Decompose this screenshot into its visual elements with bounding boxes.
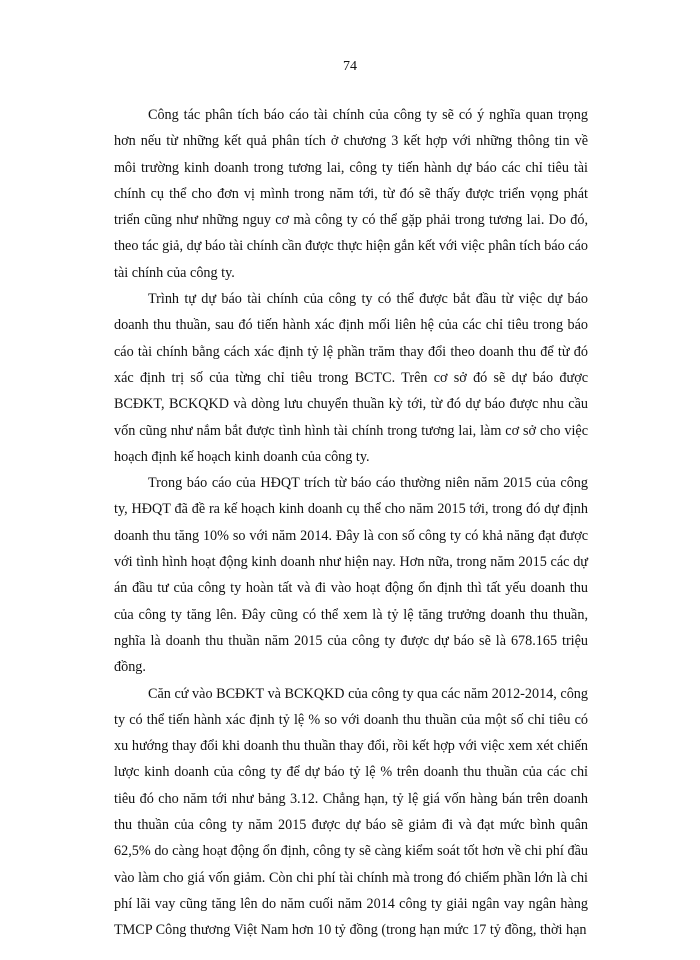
paragraph-1: Công tác phân tích báo cáo tài chính của công ty sẽ có ý nghĩa quan trọng hơn nếu từ những kết quả phân tích ở chương 3 kết hợp với những thông tin về môi trường kinh doanh trong tương lai, công ty tiến hành dự báo các chỉ tiêu tài chính cụ thể cho đơn vị mình trong năm tới, từ đó sẽ thấy được triển vọng phát triển cũng như những nguy cơ mà công ty có thể gặp phải trong tương lai. Do đó, theo tác giả, dự báo tài chính cần được thực hiện gắn kết với việc phân tích báo cáo tài chính của công ty.	[114, 107, 588, 281]
paragraph-4: Căn cứ vào BCĐKT và BCKQKD của công ty qua các năm 2012-2014, công ty có thể tiến hành xác định tỷ lệ % so với doanh thu thuần của một số chỉ tiêu có xu hướng thay đổi khi doanh thu thuần thay đổi, rồi kết hợp với việc xem xét chiến lược kinh doanh của công ty để dự báo tỷ lệ % trên doanh thu thuần của các chỉ tiêu đó cho năm tới như bảng 3.12. Chẳng hạn, tỷ lệ giá vốn hàng bán trên doanh thu thuần của công ty năm 2015 được dự báo sẽ giảm đi và đạt mức bình quân 62,5% do càng hoạt động ổn định, công ty sẽ càng kiểm soát tốt hơn về chi phí đầu vào làm cho giá vốn giảm. Còn chi phí tài chính mà trong đó chiếm phần lớn là chi phí lãi vay cũng tăng lên do năm cuối năm 2014 công ty giải ngân vay ngân hàng TMCP Công thương Việt Nam hơn 10 tỷ đồng (trong hạn mức 17 tỷ đồng, thời hạn	[114, 685, 588, 939]
paragraph-3: Trong báo cáo của HĐQT trích từ báo cáo thường niên năm 2015 của công ty, HĐQT đã đề ra kế hoạch kinh doanh cụ thể cho năm 2015 tới, trong đó dự định doanh thu tăng 10% so với năm 2014. Đây là con số công ty có khả năng đạt được với tình hình hoạt động kinh doanh như hiện nay. Hơn nữa, trong năm 2015 các dự án đầu tư của công ty hoàn tất và đi vào hoạt động ổn định thì tất yếu doanh thu của công ty tăng lên. Đây cũng có thể xem là tỷ lệ tăng trưởng doanh thu thuần, nghĩa là doanh thu thuần năm 2015 của công ty được dự báo sẽ là 678.165 triệu đồng.	[114, 475, 588, 676]
page-number: 74	[343, 59, 357, 74]
body-text	[114, 102, 588, 944]
paragraph-2: Trình tự dự báo tài chính của công ty có thể được bắt đầu từ việc dự báo doanh thu thuần, sau đó tiến hành xác định mối liên hệ của các chỉ tiêu trong báo cáo tài chính bằng cách xác định tỷ lệ phần trăm thay đổi theo doanh thu để từ đó xác định trị số của từng chỉ tiêu trong BCTC. Trên cơ sở đó sẽ dự báo được BCĐKT, BCKQKD và dòng lưu chuyển thuần kỳ tới, từ đó dự báo được nhu cầu vốn cũng như nắm bắt được tình hình tài chính trong tương lai, làm cơ sở cho việc hoạch định kế hoạch kinh doanh của công ty.	[114, 291, 588, 465]
